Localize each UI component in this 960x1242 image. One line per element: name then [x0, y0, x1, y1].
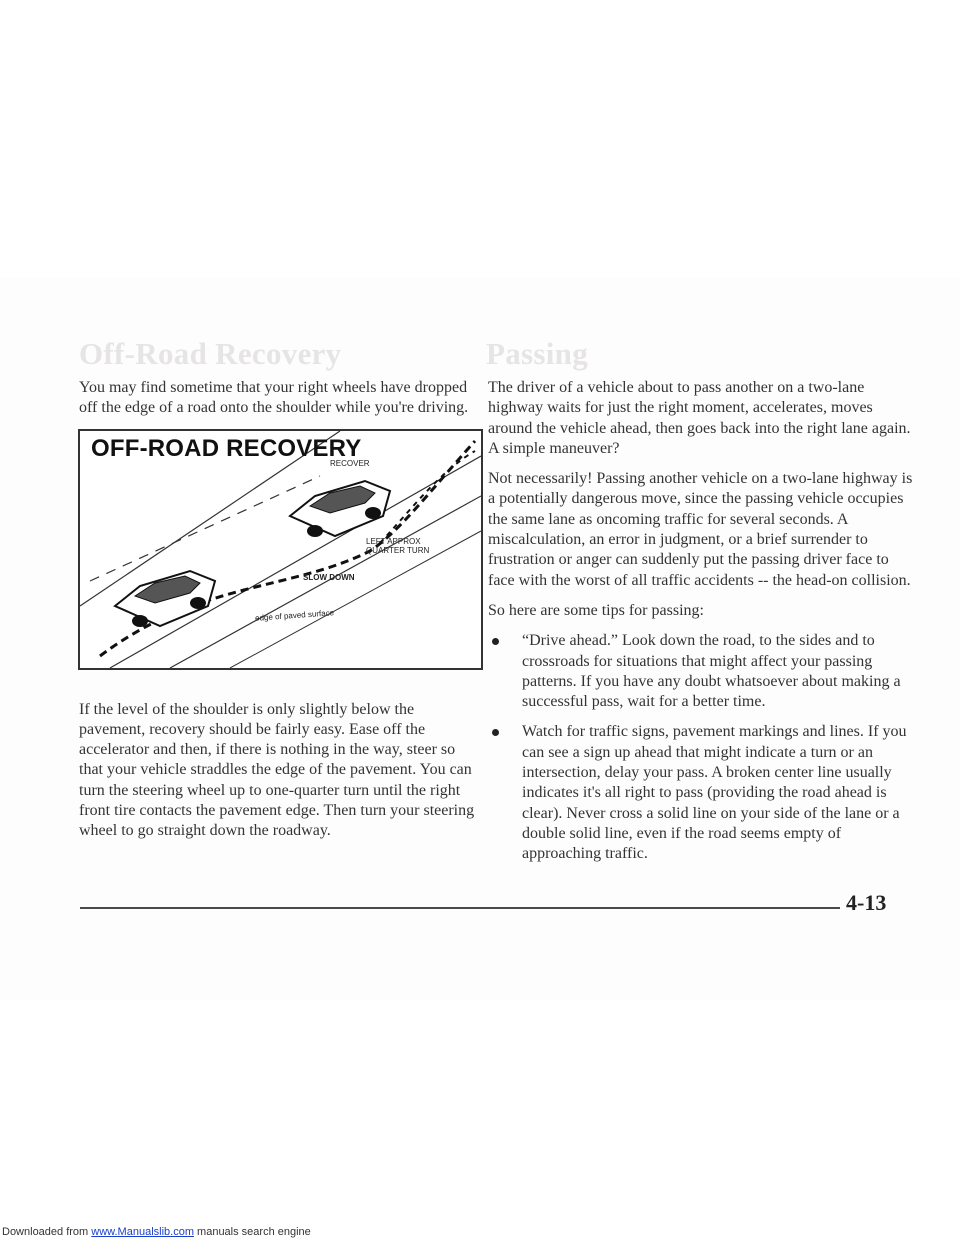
section-heading-passing: Passing — [486, 336, 589, 371]
label-recover: RECOVER — [330, 458, 370, 468]
center-dashed-line — [90, 476, 320, 581]
passing-paragraph-1: The driver of a vehicle about to pass another on a two-lane highway waits for just the right moment, accelerates, moves around the vehicle ahead, then goes back into the right lane again. A simple maneuver? — [488, 379, 911, 457]
right-column — [486, 336, 916, 875]
footer-rule — [80, 907, 840, 909]
list-item-text: “Drive ahead.” Look down the road, to the sides and to crossroads for situations that might affect your passing patterns. If you have any doubt whatsoever about making a successful pass, wait for a better time. — [522, 632, 901, 711]
car-icon — [290, 481, 390, 537]
footer-suffix: manuals search engine — [193, 1226, 311, 1238]
passing-paragraph-3: So here are some tips for passing: — [488, 601, 704, 619]
bullet-icon — [492, 729, 499, 736]
manualslib-link[interactable]: www.Manualslib.com — [91, 1226, 194, 1238]
label-left-turn-line2: QUARTER TURN — [366, 545, 430, 555]
label-left-turn — [366, 537, 429, 555]
list-item-text: Watch for traffic signs, pavement markings and lines. If you can see a sign up ahead that might indicate a turn or an intersection, delay your pass. A broken center line usually indicates it's all right to pass (providing the road ahead is clear). Never cross a solid line on your side of the lane or a double solid line, even if the road seems empty of approaching traffic. — [522, 723, 907, 863]
label-left-turn-line1: LEFT APPROX — [366, 536, 421, 546]
road-edge-line — [230, 531, 481, 668]
section-heading-off-road-recovery: Off-Road Recovery — [79, 336, 342, 371]
left-column — [79, 336, 479, 852]
intro-paragraph: You may find sometime that your right wheels have dropped off the edge of a road onto the shoulder while you're driving. — [79, 379, 469, 417]
label-slow-down: SLOW DOWN — [303, 572, 355, 582]
bullet-icon — [492, 638, 499, 645]
list-item — [486, 722, 916, 864]
car-icon — [115, 571, 215, 627]
page-number: 4-13 — [846, 890, 887, 915]
passing-paragraph-2: Not necessarily! Passing another vehicle on a two-lane highway is a potentially dangerous move, since the passing vehicle occupies the same lane as oncoming traffic for several seconds. A miscalculation, an error in judgment, or a brief surrender to frustration or anger can suddenly put the passing driver face to face with the worst of all traffic accidents -- the head-on collision. — [488, 470, 913, 589]
footer-prefix: Downloaded from — [2, 1226, 92, 1238]
label-edge-paved: edge of paved surface — [254, 607, 335, 623]
recovery-body-paragraph: If the level of the shoulder is only slightly below the pavement, recovery should be fairly easy. Ease off the accelerator and then, if there is nothing in the way, steer so that your vehicle straddles the edge of the pavement. You can turn the steering wheel up to one-quarter turn until the right front tire contacts the pavement edge. Then turn your steering wheel to go straight down the roadway. — [79, 700, 475, 840]
figure-title: OFF-ROAD RECOVERY — [91, 434, 362, 462]
passing-tips-list — [486, 631, 916, 864]
download-footer — [2, 1226, 311, 1238]
list-item — [486, 631, 916, 712]
off-road-recovery-illustration — [78, 429, 483, 670]
